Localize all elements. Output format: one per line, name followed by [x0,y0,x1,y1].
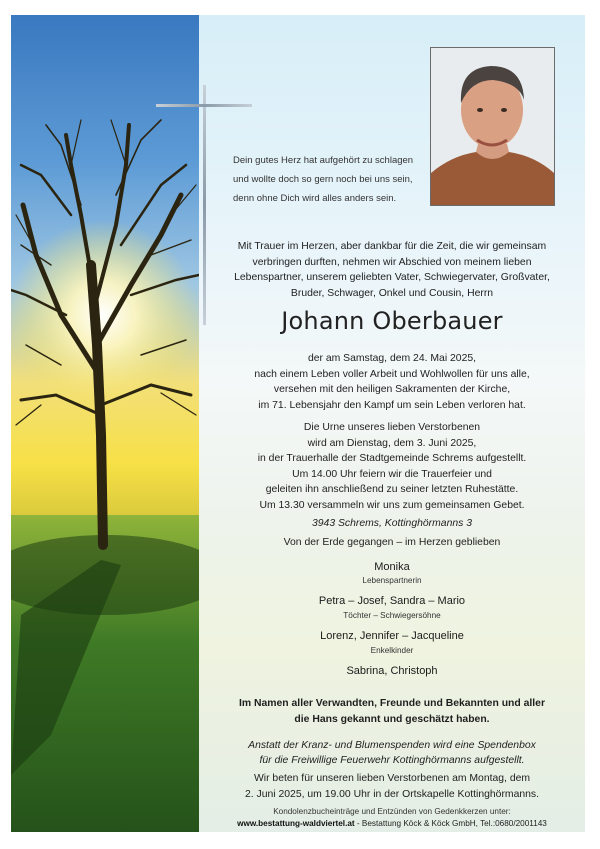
phone-number: Tel.:0680/2001143 [480,819,547,828]
tree-sunset-photo [11,15,199,832]
tree-silhouette-icon [11,15,199,832]
thanks-paragraph [199,696,585,727]
funeral-line: geleiten ihn anschließend zu seiner letzten Ruhestätte. [265,484,519,495]
memorial-quote [233,151,433,208]
funeral-home-footer [199,819,585,828]
funeral-details-paragraph [199,420,585,513]
portrait-icon [431,48,554,205]
quote-line: denn ohne Dich wird alles anders sein. [233,193,397,204]
mourner-relation: Lebenspartnerin [362,576,422,585]
cross-horizontal-beam [156,104,252,107]
mourner-name: Monika [374,561,410,573]
prayer-line: 2. Juni 2025, um 19.00 Uhr in der Ortskapelle Kottinghörmanns. [245,788,539,800]
mourner-name: Lorenz, Jennifer – Jacqueline [320,630,464,642]
intro-line: Mit Trauer im Herzen, aber dankbar für die Zeit, die wir gemeinsam [237,241,547,252]
website-link[interactable]: www.bestattung-waldviertel.at [237,819,355,828]
funeral-line: in der Trauerhalle der Stadtgemeinde Schrems aufgestellt. [257,453,527,464]
death-notice-line: nach einem Leben voller Arbeit und Wohlwollen für uns alle, [254,368,530,380]
deceased-name: Johann Oberbauer [281,307,503,335]
funeral-line: Um 14.00 Uhr feiern wir die Trauerfeier und [292,468,492,480]
donation-note [199,738,585,768]
mourner-relation: Enkelkinder [370,646,414,655]
mourner-relation: Töchter – Schwiegersöhne [343,611,441,620]
deceased-portrait-photo [430,47,555,206]
thanks-line: Im Namen aller Verwandten, Freunde und Bekannten und aller [238,698,546,709]
farewell-line: Von der Erde gegangen – im Herzen geblieben [283,537,501,548]
thanks-line: die Hans gekannt und geschätzt haben. [294,713,490,725]
company-name: - Bestattung Köck & Köck GmbH, [354,819,481,828]
prayer-line: Wir beten für unseren lieben Verstorbenen am Montag, dem [253,773,531,784]
obituary-card [11,15,585,832]
funeral-line: Die Urne unseres lieben Verstorbenen [303,422,481,433]
mourner-name: Sabrina, Christoph [346,665,438,677]
death-notice-line: im 71. Lebensjahr den Kampf um sein Leben verloren hat. [258,399,526,411]
death-notice-line: der am Samstag, dem 24. Mai 2025, [307,353,477,364]
intro-line: Lebenspartner, unserem geliebten Vater, Schwiegervater, Großvater, [234,272,550,283]
intro-paragraph [199,239,585,301]
family-address: 3943 Schrems, Kottinghörmanns 3 [312,518,472,529]
intro-line: Bruder, Schwager, Onkel und Cousin, Herrn [290,287,494,299]
mourner-name: Petra – Josef, Sandra – Mario [318,595,466,607]
quote-line: und wollte doch so gern noch bei uns sein, [233,174,413,185]
funeral-line: Um 13.30 versammeln wir uns zum gemeinsamen Gebet. [259,499,525,511]
donation-line: Anstatt der Kranz- und Blumenspenden wird eine Spendenbox [248,740,536,751]
condolence-note: Kondolenzbucheinträge und Entzünden von Gedenkkerzen unter: [273,807,511,816]
prayer-announcement [199,771,585,802]
death-notice-line: versehen mit den heiligen Sakramenten der Kirche, [273,384,511,395]
donation-line: für die Freiwillige Feuerwehr Kottinghörmanns aufgestellt. [259,755,525,766]
funeral-line: wird am Dienstag, dem 3. Juni 2025, [307,437,477,449]
quote-line: Dein gutes Herz hat aufgehört zu schlagen [233,155,414,166]
death-notice-paragraph [199,351,585,413]
intro-line: verbringen durften, nehmen wir Abschied von meinem lieben [252,256,532,268]
